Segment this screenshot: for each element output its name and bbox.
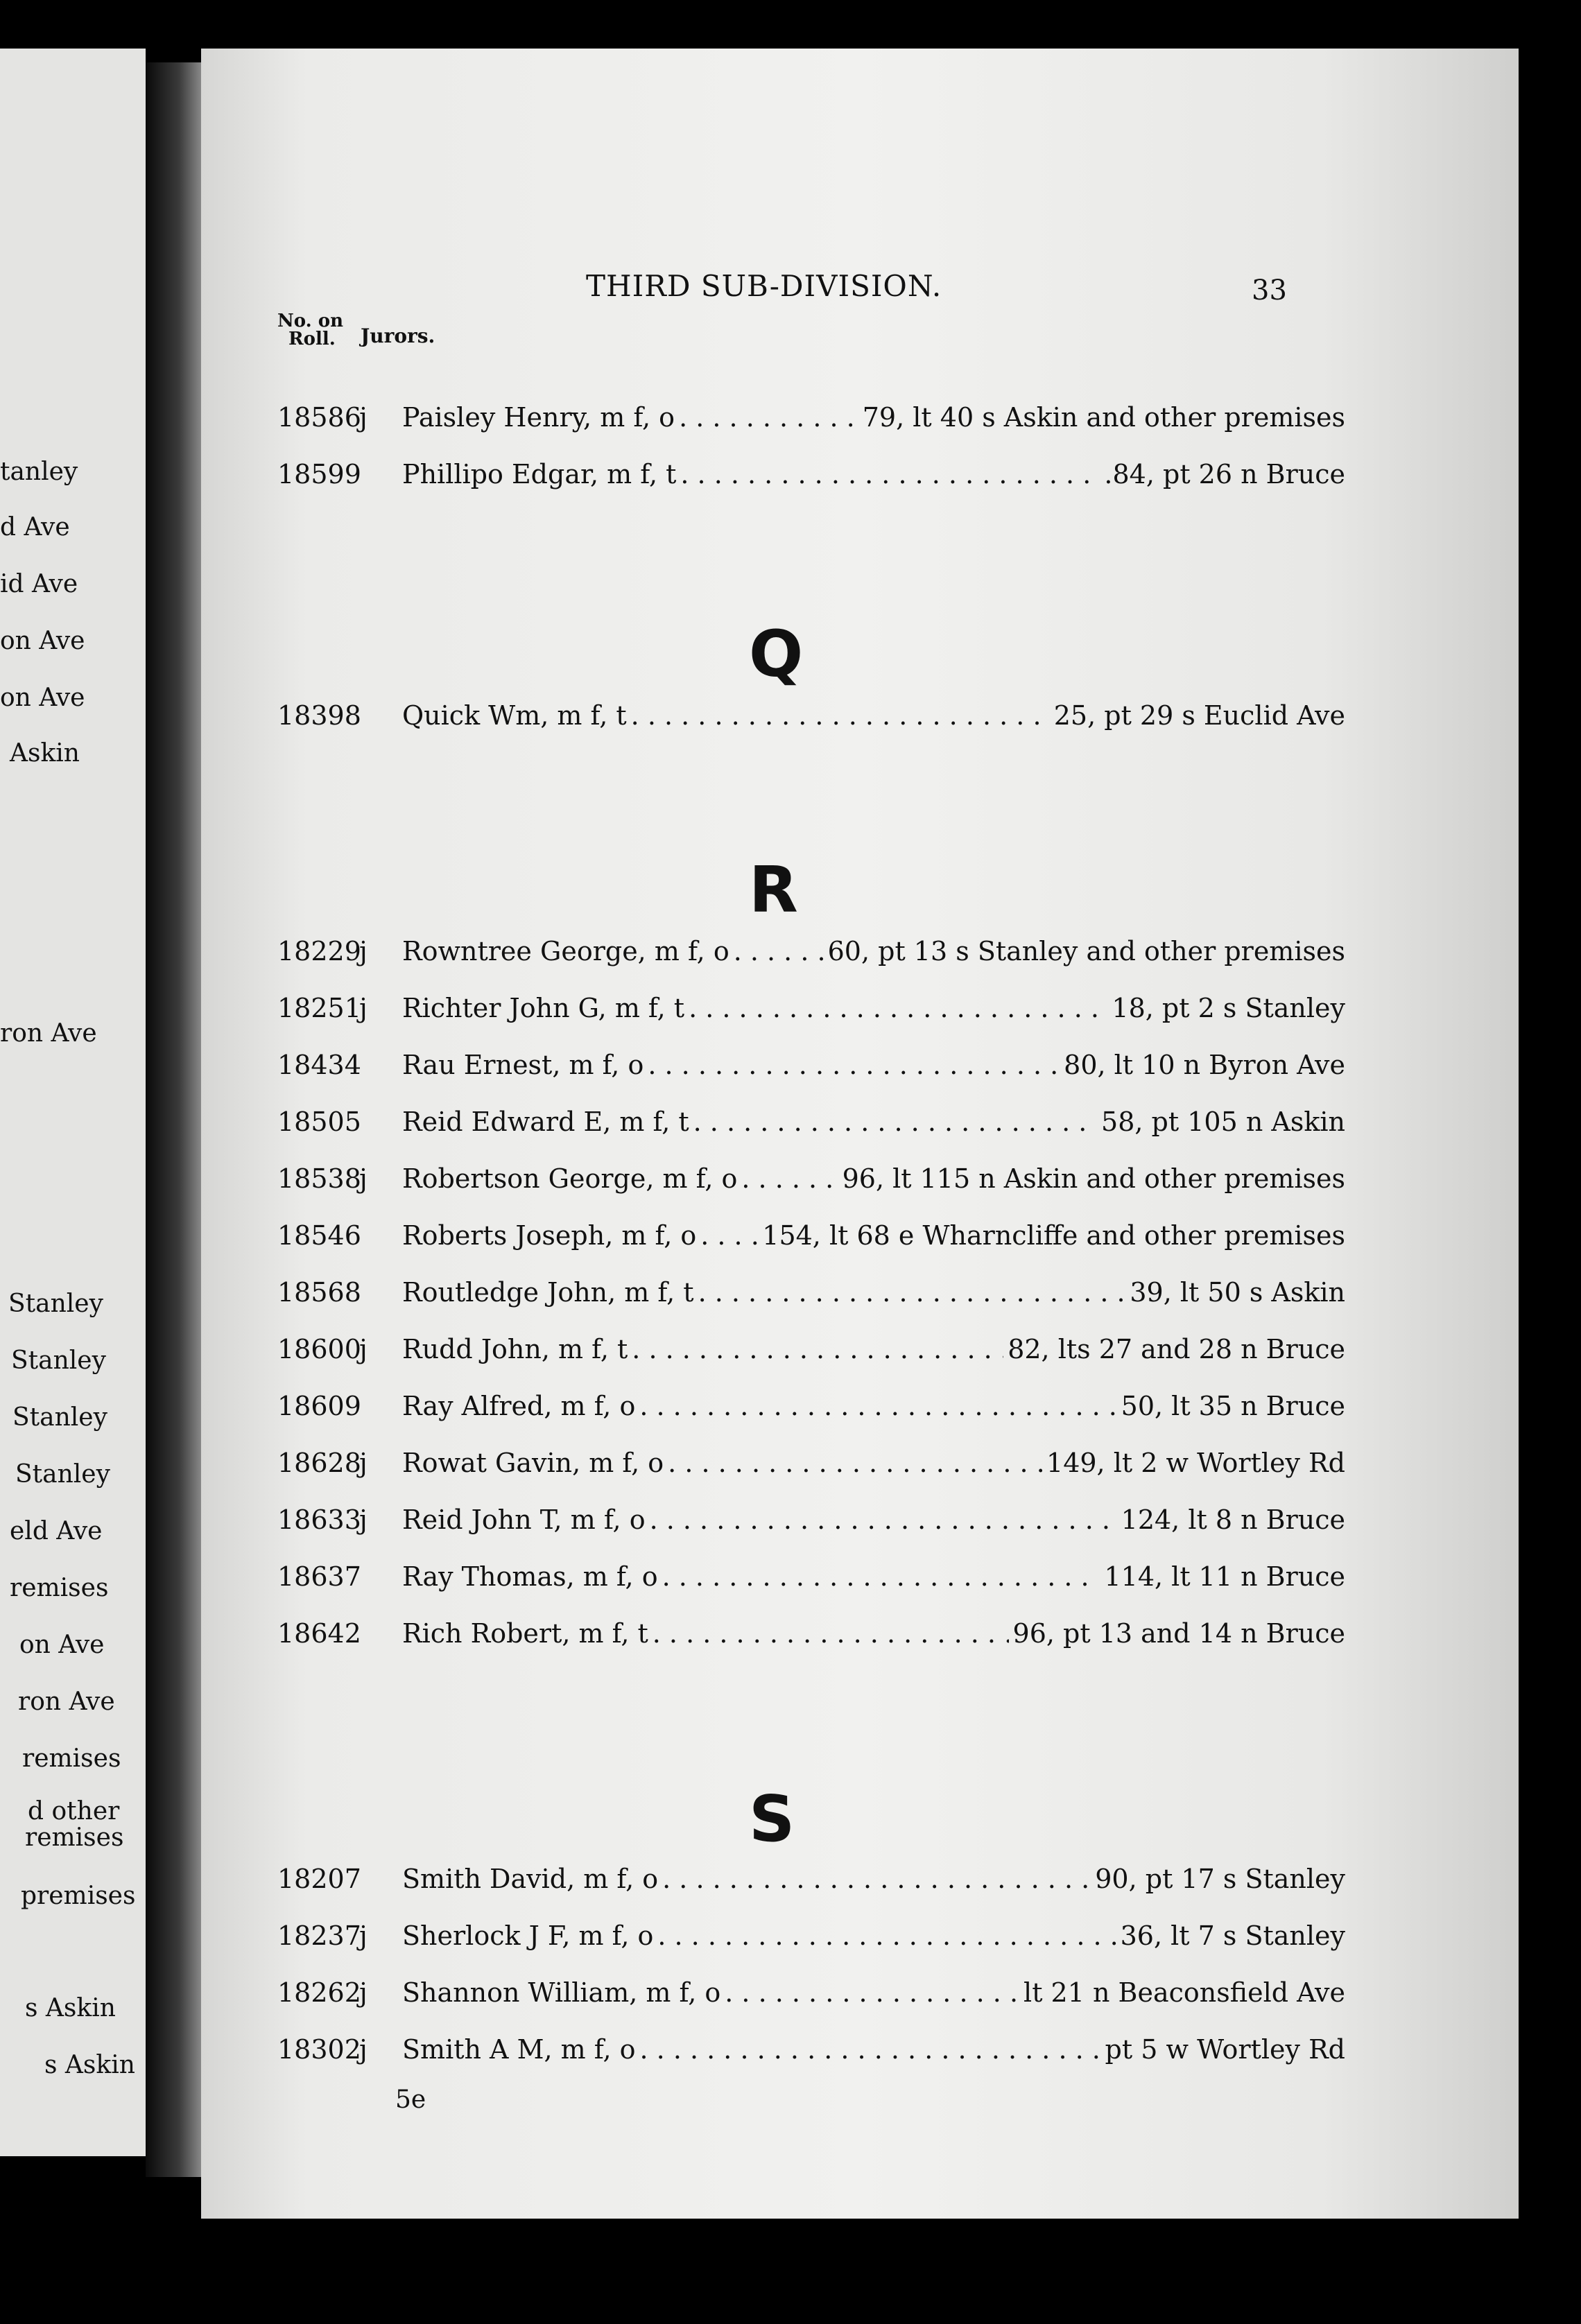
left-fragment: on Ave (19, 1631, 105, 1659)
entry-name: Sherlock J F, m f, o (402, 1920, 654, 1951)
entry-name: Routledge John, m f, t (402, 1277, 694, 1308)
roll-entry (277, 1977, 1345, 2012)
roll-entry (277, 1163, 1345, 1198)
dot-leader (657, 1920, 1116, 1951)
entry-property: 96, pt 13 and 14 n Bruce (1012, 1618, 1345, 1649)
entry-property: .84, pt 26 n Bruce (1104, 459, 1345, 489)
entry-property: 149, lt 2 w Wortley Rd (1046, 1448, 1345, 1478)
roll-number: 18302 (277, 2034, 361, 2065)
roll-entry (277, 1864, 1345, 1898)
column-head-jurors: Jurors. (361, 324, 435, 347)
roll-entry (277, 1504, 1345, 1539)
left-fragment: remises (25, 1823, 124, 1852)
entry-name: Rowntree George, m f, o (402, 936, 729, 966)
entry-name: Ray Alfred, m f, o (402, 1391, 636, 1421)
left-page-edge (0, 49, 146, 2156)
dot-leader (662, 1561, 1100, 1592)
entry-property: 25, pt 29 s Euclid Ave (1053, 700, 1345, 731)
left-fragment: id Ave (0, 570, 78, 598)
entry-name: Smith A M, m f, o (402, 2034, 636, 2065)
dot-leader (725, 1977, 1019, 2008)
roll-entry (277, 700, 1345, 735)
dot-leader (668, 1448, 1042, 1478)
roll-number: 18628 (277, 1448, 361, 1478)
entry-name: Ray Thomas, m f, o (402, 1561, 658, 1592)
dot-leader (639, 1391, 1116, 1421)
entry-name: Richter John G, m f, t (402, 993, 685, 1023)
entry-name: Phillipo Edgar, m f, t (402, 459, 677, 489)
roll-entry (277, 2034, 1345, 2069)
left-fragment: premises (21, 1882, 136, 1910)
dot-leader (689, 993, 1107, 1023)
roll-number: 18586 (277, 402, 361, 433)
roll-entry (277, 1920, 1345, 1955)
roll-number: 18609 (277, 1391, 361, 1421)
dot-leader (693, 1107, 1097, 1137)
juror-mark: j (359, 1977, 368, 2008)
entry-property: 36, lt 7 s Stanley (1120, 1920, 1345, 1951)
left-fragment: Stanley (8, 1290, 103, 1318)
left-fragment: eld Ave (10, 1517, 103, 1545)
dot-leader (698, 1277, 1126, 1308)
entry-name: Paisley Henry, m f, o (402, 402, 675, 433)
left-fragment: Stanley (11, 1346, 106, 1375)
left-fragment: remises (10, 1574, 109, 1602)
entry-property: 39, lt 50 s Askin (1130, 1277, 1345, 1308)
entry-name: Quick Wm, m f, t (402, 700, 627, 731)
roll-entry (277, 1277, 1345, 1312)
entry-name: Roberts Joseph, m f, o (402, 1220, 697, 1251)
roll-entry (277, 1391, 1345, 1425)
left-fragment: remises (22, 1744, 121, 1773)
entry-property: pt 5 w Wortley Rd (1105, 2034, 1345, 2065)
left-fragment: d Ave (0, 513, 70, 541)
entry-property: 96, lt 115 n Askin and other premises (842, 1163, 1345, 1194)
roll-number: 18600 (277, 1334, 361, 1364)
section-letter-r: R (749, 853, 798, 927)
roll-number: 18398 (277, 700, 361, 731)
roll-entry (277, 1618, 1345, 1653)
entry-property: 80, lt 10 n Byron Ave (1064, 1050, 1345, 1080)
entry-property: 114, lt 11 n Bruce (1104, 1561, 1345, 1592)
dot-leader (734, 936, 824, 966)
entry-name: Rau Ernest, m f, o (402, 1050, 644, 1080)
roll-number: 18207 (277, 1864, 361, 1894)
dot-leader (653, 1618, 1009, 1649)
roll-entry (277, 1561, 1345, 1596)
roll-number: 18434 (277, 1050, 361, 1080)
roll-number: 18546 (277, 1220, 361, 1251)
roll-number: 18229 (277, 936, 361, 966)
dot-leader (741, 1163, 838, 1194)
dot-leader (700, 1220, 758, 1251)
juror-mark: j (359, 1163, 368, 1194)
book-gutter (146, 62, 201, 2177)
roll-entry (277, 459, 1345, 494)
dot-leader (631, 700, 1050, 731)
entry-property: 79, lt 40 s Askin and other premises (862, 402, 1345, 433)
entry-property: 154, lt 68 e Wharncliffe and other premises (762, 1220, 1345, 1251)
signature-mark: 5e (395, 2085, 426, 2114)
roll-number: 18237 (277, 1920, 361, 1951)
entry-property: 18, pt 2 s Stanley (1112, 993, 1345, 1023)
juror-mark: j (359, 1504, 368, 1535)
entry-name: Rich Robert, m f, t (402, 1618, 648, 1649)
left-fragment: ron Ave (18, 1688, 115, 1716)
left-fragment: d other (28, 1797, 120, 1826)
left-fragment: Stanley (15, 1460, 110, 1489)
column-head-roll-line2: Roll. (288, 329, 336, 349)
juror-mark: j (359, 1920, 368, 1951)
entry-name: Rowat Gavin, m f, o (402, 1448, 664, 1478)
page-header: THIRD SUB-DIVISION. (586, 269, 942, 303)
entry-name: Smith David, m f, o (402, 1864, 659, 1894)
dot-leader (632, 1334, 1003, 1364)
roll-number: 18642 (277, 1618, 361, 1649)
left-fragment: on Ave (0, 627, 85, 655)
roll-entry (277, 1448, 1345, 1482)
roll-entry (277, 402, 1345, 437)
page (201, 49, 1519, 2219)
roll-number: 18262 (277, 1977, 361, 2008)
dot-leader (648, 1050, 1060, 1080)
roll-number: 18505 (277, 1107, 361, 1137)
roll-entry (277, 936, 1345, 971)
entry-property: 124, lt 8 n Bruce (1121, 1504, 1345, 1535)
juror-mark: j (359, 1334, 368, 1364)
dot-leader (662, 1864, 1091, 1894)
roll-entry (277, 1220, 1345, 1255)
entry-property: 90, pt 17 s Stanley (1095, 1864, 1345, 1894)
roll-entry (277, 1050, 1345, 1084)
column-head-roll (277, 312, 343, 348)
dot-leader (680, 459, 1100, 489)
left-fragment: s Askin (44, 2051, 135, 2079)
entry-name: Robertson George, m f, o (402, 1163, 738, 1194)
entry-name: Reid Edward E, m f, t (402, 1107, 689, 1137)
left-fragment: ron Ave (0, 1019, 97, 1048)
entry-property: 58, pt 105 n Askin (1101, 1107, 1345, 1137)
dot-leader (679, 402, 858, 433)
left-fragment: on Ave (0, 684, 85, 712)
juror-mark: j (359, 2034, 368, 2065)
roll-entry (277, 993, 1345, 1027)
dot-leader (650, 1504, 1117, 1535)
entry-property: 60, pt 13 s Stanley and other premises (827, 936, 1345, 966)
roll-entry (277, 1107, 1345, 1141)
juror-mark: j (359, 1448, 368, 1478)
page-number: 33 (1252, 275, 1287, 306)
entry-property: lt 21 n Beaconsfield Ave (1023, 1977, 1345, 2008)
entry-name: Shannon William, m f, o (402, 1977, 721, 2008)
column-head-roll-line1: No. on (277, 311, 343, 331)
roll-number: 18633 (277, 1504, 361, 1535)
dot-leader (640, 2034, 1101, 2065)
left-fragment: s Askin (25, 1994, 116, 2022)
roll-number: 18637 (277, 1561, 361, 1592)
roll-number: 18251 (277, 993, 361, 1023)
entry-name: Reid John T, m f, o (402, 1504, 646, 1535)
left-fragment: tanley (0, 458, 78, 486)
section-letter-s: S (749, 1782, 795, 1856)
entry-name: Rudd John, m f, t (402, 1334, 628, 1364)
roll-number: 18568 (277, 1277, 361, 1308)
roll-number: 18538 (277, 1163, 361, 1194)
juror-mark: j (359, 993, 368, 1023)
juror-mark: j (359, 402, 368, 433)
left-fragment: Askin (10, 739, 80, 768)
entry-property: 50, lt 35 n Bruce (1121, 1391, 1345, 1421)
section-letter-q: Q (749, 617, 804, 691)
juror-mark: j (359, 936, 368, 966)
roll-entry (277, 1334, 1345, 1369)
entry-property: 82, lts 27 and 28 n Bruce (1008, 1334, 1345, 1364)
roll-number: 18599 (277, 459, 361, 489)
left-fragment: Stanley (12, 1403, 107, 1432)
